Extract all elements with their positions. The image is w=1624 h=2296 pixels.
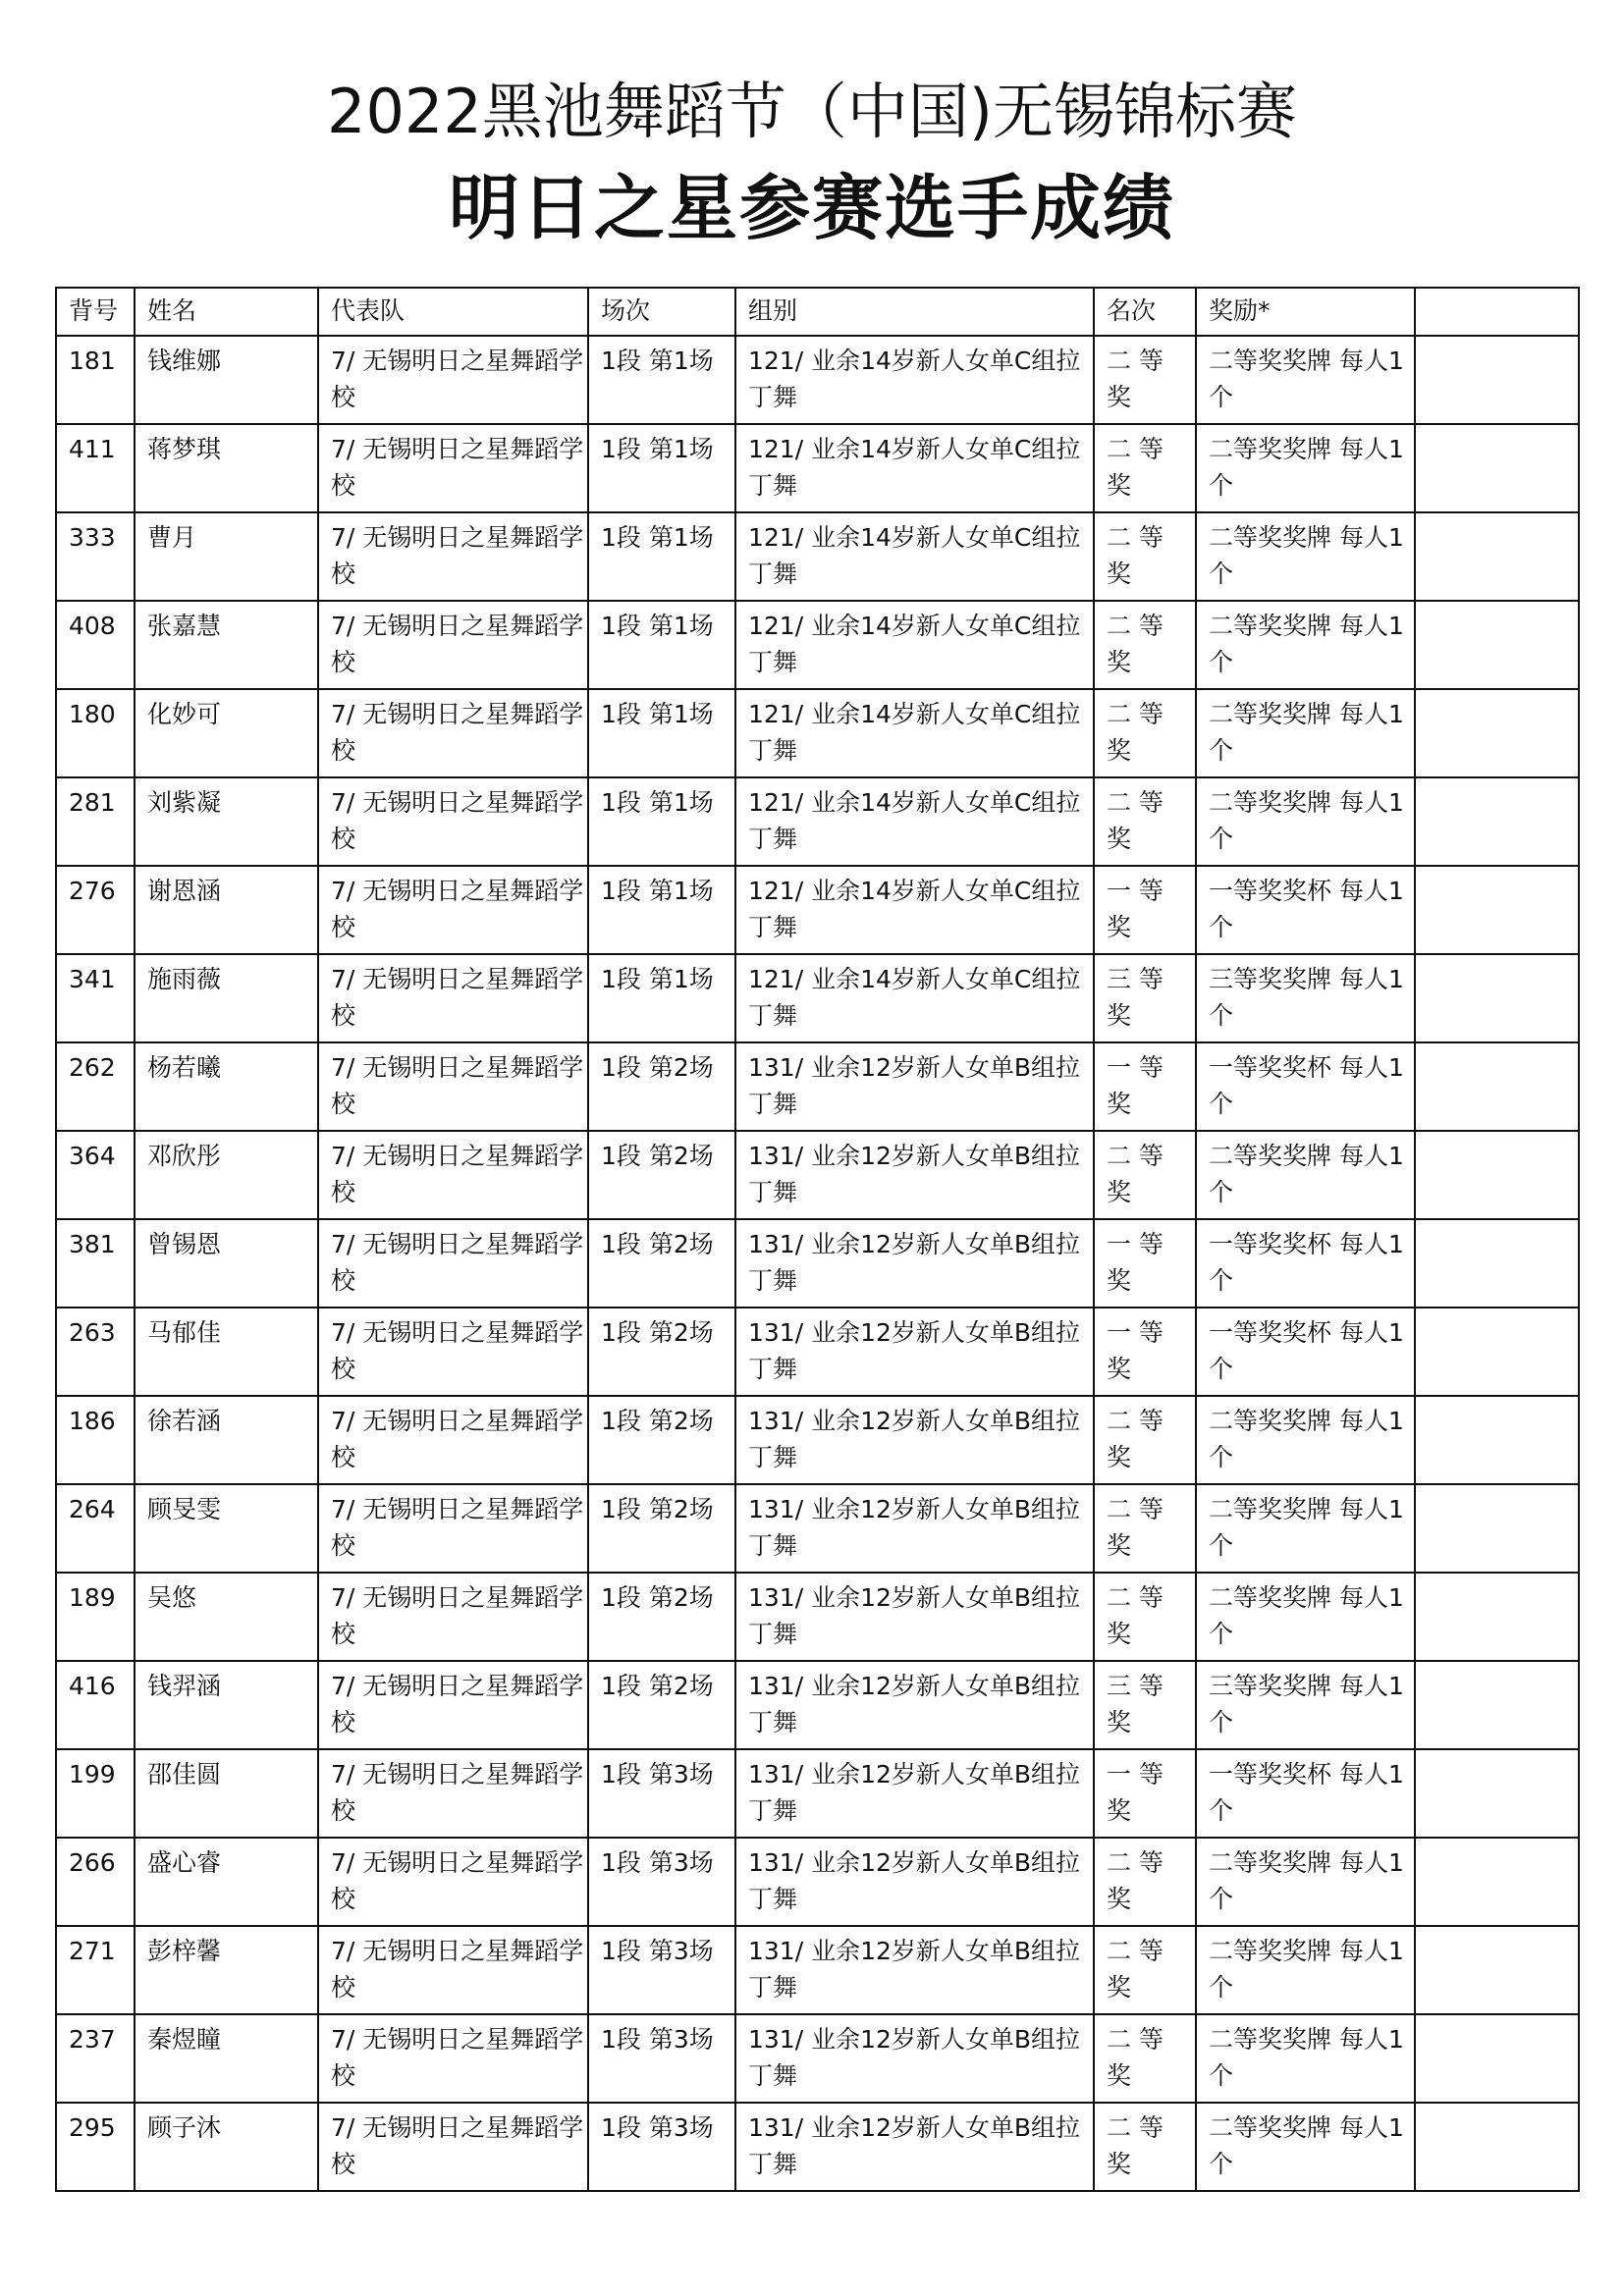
group-cell: 131/ 业余12岁新人女单B组拉丁舞 bbox=[735, 1838, 1094, 1926]
bib-number-cell: 416 bbox=[56, 1661, 135, 1749]
group-cell: 121/ 业余14岁新人女单C组拉丁舞 bbox=[735, 336, 1094, 424]
session-cell: 1段 第1场 bbox=[588, 954, 735, 1042]
extra-cell bbox=[1415, 1484, 1579, 1573]
team-cell: 7/ 无锡明日之星舞蹈学校 bbox=[318, 1484, 588, 1573]
team-cell: 7/ 无锡明日之星舞蹈学校 bbox=[318, 1308, 588, 1396]
extra-cell bbox=[1415, 1042, 1579, 1131]
name-cell: 施雨薇 bbox=[135, 954, 318, 1042]
rank-cell: 二等奖 bbox=[1094, 1396, 1196, 1484]
group-cell: 121/ 业余14岁新人女单C组拉丁舞 bbox=[735, 601, 1094, 689]
team-cell: 7/ 无锡明日之星舞蹈学校 bbox=[318, 336, 588, 424]
table-row bbox=[56, 1042, 1579, 1131]
extra-cell bbox=[1415, 512, 1579, 601]
award-cell: 一等奖奖杯 每人1个 bbox=[1196, 866, 1415, 954]
extra-cell bbox=[1415, 777, 1579, 866]
name-cell: 刘紫凝 bbox=[135, 777, 318, 866]
team-cell: 7/ 无锡明日之星舞蹈学校 bbox=[318, 512, 588, 601]
group-cell: 131/ 业余12岁新人女单B组拉丁舞 bbox=[735, 1042, 1094, 1131]
session-cell: 1段 第2场 bbox=[588, 1573, 735, 1661]
bib-number-cell: 180 bbox=[56, 689, 135, 777]
session-cell: 1段 第2场 bbox=[588, 1396, 735, 1484]
column-header-group: 组别 bbox=[735, 288, 1094, 336]
rank-cell: 一等奖 bbox=[1094, 1042, 1196, 1131]
rank-cell: 二等奖 bbox=[1094, 1926, 1196, 2014]
column-header-rank: 名次 bbox=[1094, 288, 1196, 336]
session-cell: 1段 第2场 bbox=[588, 1661, 735, 1749]
rank-cell: 二等奖 bbox=[1094, 1838, 1196, 1926]
bib-number-cell: 381 bbox=[56, 1219, 135, 1308]
team-cell: 7/ 无锡明日之星舞蹈学校 bbox=[318, 1749, 588, 1838]
name-cell: 彭梓馨 bbox=[135, 1926, 318, 2014]
extra-cell bbox=[1415, 1661, 1579, 1749]
document-subtitle: 明日之星参赛选手成绩 bbox=[448, 167, 1175, 249]
table-row bbox=[56, 689, 1579, 777]
name-cell: 谢恩涵 bbox=[135, 866, 318, 954]
group-cell: 131/ 业余12岁新人女单B组拉丁舞 bbox=[735, 1484, 1094, 1573]
extra-cell bbox=[1415, 1573, 1579, 1661]
award-cell: 二等奖奖牌 每人1个 bbox=[1196, 1484, 1415, 1573]
table-row bbox=[56, 1396, 1579, 1484]
session-cell: 1段 第1场 bbox=[588, 689, 735, 777]
session-cell: 1段 第1场 bbox=[588, 336, 735, 424]
bib-number-cell: 199 bbox=[56, 1749, 135, 1838]
bib-number-cell: 264 bbox=[56, 1484, 135, 1573]
name-cell: 曹月 bbox=[135, 512, 318, 601]
session-cell: 1段 第3场 bbox=[588, 1838, 735, 1926]
extra-cell bbox=[1415, 2103, 1579, 2191]
group-cell: 131/ 业余12岁新人女单B组拉丁舞 bbox=[735, 2103, 1094, 2191]
bib-number-cell: 281 bbox=[56, 777, 135, 866]
table-row bbox=[56, 1838, 1579, 1926]
extra-cell bbox=[1415, 1838, 1579, 1926]
bib-number-cell: 271 bbox=[56, 1926, 135, 2014]
bib-number-cell: 341 bbox=[56, 954, 135, 1042]
column-header-name: 姓名 bbox=[135, 288, 318, 336]
session-cell: 1段 第3场 bbox=[588, 2103, 735, 2191]
name-cell: 顾旻雯 bbox=[135, 1484, 318, 1573]
name-cell: 蒋梦琪 bbox=[135, 424, 318, 512]
group-cell: 121/ 业余14岁新人女单C组拉丁舞 bbox=[735, 866, 1094, 954]
award-cell: 二等奖奖牌 每人1个 bbox=[1196, 1131, 1415, 1219]
extra-cell bbox=[1415, 1749, 1579, 1838]
team-cell: 7/ 无锡明日之星舞蹈学校 bbox=[318, 1926, 588, 2014]
rank-cell: 二等奖 bbox=[1094, 1484, 1196, 1573]
team-cell: 7/ 无锡明日之星舞蹈学校 bbox=[318, 1131, 588, 1219]
bib-number-cell: 263 bbox=[56, 1308, 135, 1396]
session-cell: 1段 第2场 bbox=[588, 1219, 735, 1308]
award-cell: 一等奖奖杯 每人1个 bbox=[1196, 1219, 1415, 1308]
rank-cell: 二等奖 bbox=[1094, 424, 1196, 512]
column-header-award: 奖励* bbox=[1196, 288, 1415, 336]
extra-cell bbox=[1415, 866, 1579, 954]
session-cell: 1段 第3场 bbox=[588, 1926, 735, 2014]
rank-cell: 二等奖 bbox=[1094, 336, 1196, 424]
award-cell: 二等奖奖牌 每人1个 bbox=[1196, 2103, 1415, 2191]
group-cell: 121/ 业余14岁新人女单C组拉丁舞 bbox=[735, 424, 1094, 512]
group-cell: 121/ 业余14岁新人女单C组拉丁舞 bbox=[735, 512, 1094, 601]
session-cell: 1段 第1场 bbox=[588, 777, 735, 866]
award-cell: 二等奖奖牌 每人1个 bbox=[1196, 2014, 1415, 2103]
award-cell: 二等奖奖牌 每人1个 bbox=[1196, 424, 1415, 512]
bib-number-cell: 237 bbox=[56, 2014, 135, 2103]
group-cell: 131/ 业余12岁新人女单B组拉丁舞 bbox=[735, 1573, 1094, 1661]
rank-cell: 二等奖 bbox=[1094, 1131, 1196, 1219]
rank-cell: 二等奖 bbox=[1094, 2014, 1196, 2103]
group-cell: 131/ 业余12岁新人女单B组拉丁舞 bbox=[735, 1219, 1094, 1308]
team-cell: 7/ 无锡明日之星舞蹈学校 bbox=[318, 1042, 588, 1131]
bib-number-cell: 408 bbox=[56, 601, 135, 689]
team-cell: 7/ 无锡明日之星舞蹈学校 bbox=[318, 1396, 588, 1484]
rank-cell: 二等奖 bbox=[1094, 601, 1196, 689]
team-cell: 7/ 无锡明日之星舞蹈学校 bbox=[318, 1219, 588, 1308]
bib-number-cell: 364 bbox=[56, 1131, 135, 1219]
results-table-body bbox=[56, 336, 1579, 2191]
session-cell: 1段 第1场 bbox=[588, 512, 735, 601]
team-cell: 7/ 无锡明日之星舞蹈学校 bbox=[318, 954, 588, 1042]
team-cell: 7/ 无锡明日之星舞蹈学校 bbox=[318, 424, 588, 512]
extra-cell bbox=[1415, 424, 1579, 512]
table-row bbox=[56, 336, 1579, 424]
extra-cell bbox=[1415, 1308, 1579, 1396]
column-header-extra bbox=[1415, 288, 1579, 336]
rank-cell: 一等奖 bbox=[1094, 1219, 1196, 1308]
extra-cell bbox=[1415, 336, 1579, 424]
table-row bbox=[56, 601, 1579, 689]
table-row bbox=[56, 1749, 1579, 1838]
bib-number-cell: 262 bbox=[56, 1042, 135, 1131]
rank-cell: 一等奖 bbox=[1094, 866, 1196, 954]
team-cell: 7/ 无锡明日之星舞蹈学校 bbox=[318, 2014, 588, 2103]
name-cell: 马郁佳 bbox=[135, 1308, 318, 1396]
rank-cell: 二等奖 bbox=[1094, 689, 1196, 777]
column-header-bib-number: 背号 bbox=[56, 288, 135, 336]
session-cell: 1段 第1场 bbox=[588, 424, 735, 512]
table-row bbox=[56, 866, 1579, 954]
table-row bbox=[56, 954, 1579, 1042]
session-cell: 1段 第2场 bbox=[588, 1131, 735, 1219]
award-cell: 三等奖奖牌 每人1个 bbox=[1196, 1661, 1415, 1749]
extra-cell bbox=[1415, 954, 1579, 1042]
group-cell: 131/ 业余12岁新人女单B组拉丁舞 bbox=[735, 1926, 1094, 2014]
rank-cell: 二等奖 bbox=[1094, 512, 1196, 601]
table-row bbox=[56, 2103, 1579, 2191]
name-cell: 邓欣彤 bbox=[135, 1131, 318, 1219]
team-cell: 7/ 无锡明日之星舞蹈学校 bbox=[318, 866, 588, 954]
bib-number-cell: 189 bbox=[56, 1573, 135, 1661]
extra-cell bbox=[1415, 2014, 1579, 2103]
team-cell: 7/ 无锡明日之星舞蹈学校 bbox=[318, 777, 588, 866]
award-cell: 二等奖奖牌 每人1个 bbox=[1196, 1573, 1415, 1661]
table-row bbox=[56, 512, 1579, 601]
award-cell: 一等奖奖杯 每人1个 bbox=[1196, 1042, 1415, 1131]
award-cell: 二等奖奖牌 每人1个 bbox=[1196, 601, 1415, 689]
session-cell: 1段 第1场 bbox=[588, 866, 735, 954]
table-row bbox=[56, 1661, 1579, 1749]
rank-cell: 二等奖 bbox=[1094, 2103, 1196, 2191]
column-header-session: 场次 bbox=[588, 288, 735, 336]
extra-cell bbox=[1415, 1219, 1579, 1308]
session-cell: 1段 第2场 bbox=[588, 1484, 735, 1573]
session-cell: 1段 第3场 bbox=[588, 2014, 735, 2103]
group-cell: 131/ 业余12岁新人女单B组拉丁舞 bbox=[735, 1131, 1094, 1219]
extra-cell bbox=[1415, 1926, 1579, 2014]
rank-cell: 三等奖 bbox=[1094, 954, 1196, 1042]
name-cell: 秦煜瞳 bbox=[135, 2014, 318, 2103]
name-cell: 顾子沐 bbox=[135, 2103, 318, 2191]
award-cell: 一等奖奖杯 每人1个 bbox=[1196, 1308, 1415, 1396]
award-cell: 三等奖奖牌 每人1个 bbox=[1196, 954, 1415, 1042]
team-cell: 7/ 无锡明日之星舞蹈学校 bbox=[318, 1661, 588, 1749]
rank-cell: 一等奖 bbox=[1094, 1308, 1196, 1396]
name-cell: 杨若曦 bbox=[135, 1042, 318, 1131]
award-cell: 二等奖奖牌 每人1个 bbox=[1196, 777, 1415, 866]
results-table bbox=[55, 287, 1580, 2192]
award-cell: 二等奖奖牌 每人1个 bbox=[1196, 512, 1415, 601]
name-cell: 曾锡恩 bbox=[135, 1219, 318, 1308]
group-cell: 121/ 业余14岁新人女单C组拉丁舞 bbox=[735, 954, 1094, 1042]
group-cell: 131/ 业余12岁新人女单B组拉丁舞 bbox=[735, 1308, 1094, 1396]
table-row bbox=[56, 1219, 1579, 1308]
session-cell: 1段 第2场 bbox=[588, 1042, 735, 1131]
group-cell: 121/ 业余14岁新人女单C组拉丁舞 bbox=[735, 777, 1094, 866]
name-cell: 钱羿涵 bbox=[135, 1661, 318, 1749]
team-cell: 7/ 无锡明日之星舞蹈学校 bbox=[318, 601, 588, 689]
extra-cell bbox=[1415, 689, 1579, 777]
bib-number-cell: 186 bbox=[56, 1396, 135, 1484]
group-cell: 131/ 业余12岁新人女单B组拉丁舞 bbox=[735, 1661, 1094, 1749]
award-cell: 二等奖奖牌 每人1个 bbox=[1196, 336, 1415, 424]
name-cell: 徐若涵 bbox=[135, 1396, 318, 1484]
document-title: 2022黑池舞蹈节（中国)无锡锦标赛 bbox=[327, 76, 1297, 147]
extra-cell bbox=[1415, 1396, 1579, 1484]
award-cell: 二等奖奖牌 每人1个 bbox=[1196, 1838, 1415, 1926]
bib-number-cell: 411 bbox=[56, 424, 135, 512]
team-cell: 7/ 无锡明日之星舞蹈学校 bbox=[318, 2103, 588, 2191]
group-cell: 131/ 业余12岁新人女单B组拉丁舞 bbox=[735, 2014, 1094, 2103]
extra-cell bbox=[1415, 601, 1579, 689]
name-cell: 盛心睿 bbox=[135, 1838, 318, 1926]
name-cell: 吴悠 bbox=[135, 1573, 318, 1661]
award-cell: 二等奖奖牌 每人1个 bbox=[1196, 1396, 1415, 1484]
rank-cell: 一等奖 bbox=[1094, 1749, 1196, 1838]
extra-cell bbox=[1415, 1131, 1579, 1219]
session-cell: 1段 第2场 bbox=[588, 1308, 735, 1396]
table-row bbox=[56, 1573, 1579, 1661]
award-cell: 二等奖奖牌 每人1个 bbox=[1196, 689, 1415, 777]
column-header-team: 代表队 bbox=[318, 288, 588, 336]
group-cell: 131/ 业余12岁新人女单B组拉丁舞 bbox=[735, 1396, 1094, 1484]
team-cell: 7/ 无锡明日之星舞蹈学校 bbox=[318, 689, 588, 777]
bib-number-cell: 295 bbox=[56, 2103, 135, 2191]
bib-number-cell: 333 bbox=[56, 512, 135, 601]
bib-number-cell: 276 bbox=[56, 866, 135, 954]
table-row bbox=[56, 424, 1579, 512]
bib-number-cell: 181 bbox=[56, 336, 135, 424]
award-cell: 二等奖奖牌 每人1个 bbox=[1196, 1926, 1415, 2014]
rank-cell: 二等奖 bbox=[1094, 1573, 1196, 1661]
session-cell: 1段 第3场 bbox=[588, 1749, 735, 1838]
table-row bbox=[56, 777, 1579, 866]
name-cell: 邵佳圆 bbox=[135, 1749, 318, 1838]
team-cell: 7/ 无锡明日之星舞蹈学校 bbox=[318, 1838, 588, 1926]
table-row bbox=[56, 1131, 1579, 1219]
results-table-header bbox=[56, 288, 1579, 336]
group-cell: 131/ 业余12岁新人女单B组拉丁舞 bbox=[735, 1749, 1094, 1838]
name-cell: 化妙可 bbox=[135, 689, 318, 777]
rank-cell: 三等奖 bbox=[1094, 1661, 1196, 1749]
team-cell: 7/ 无锡明日之星舞蹈学校 bbox=[318, 1573, 588, 1661]
award-cell: 一等奖奖杯 每人1个 bbox=[1196, 1749, 1415, 1838]
table-row bbox=[56, 1308, 1579, 1396]
session-cell: 1段 第1场 bbox=[588, 601, 735, 689]
group-cell: 121/ 业余14岁新人女单C组拉丁舞 bbox=[735, 689, 1094, 777]
bib-number-cell: 266 bbox=[56, 1838, 135, 1926]
rank-cell: 二等奖 bbox=[1094, 777, 1196, 866]
table-row bbox=[56, 1926, 1579, 2014]
header-row bbox=[56, 288, 1579, 336]
name-cell: 张嘉慧 bbox=[135, 601, 318, 689]
table-row bbox=[56, 1484, 1579, 1573]
name-cell: 钱维娜 bbox=[135, 336, 318, 424]
table-row bbox=[56, 2014, 1579, 2103]
